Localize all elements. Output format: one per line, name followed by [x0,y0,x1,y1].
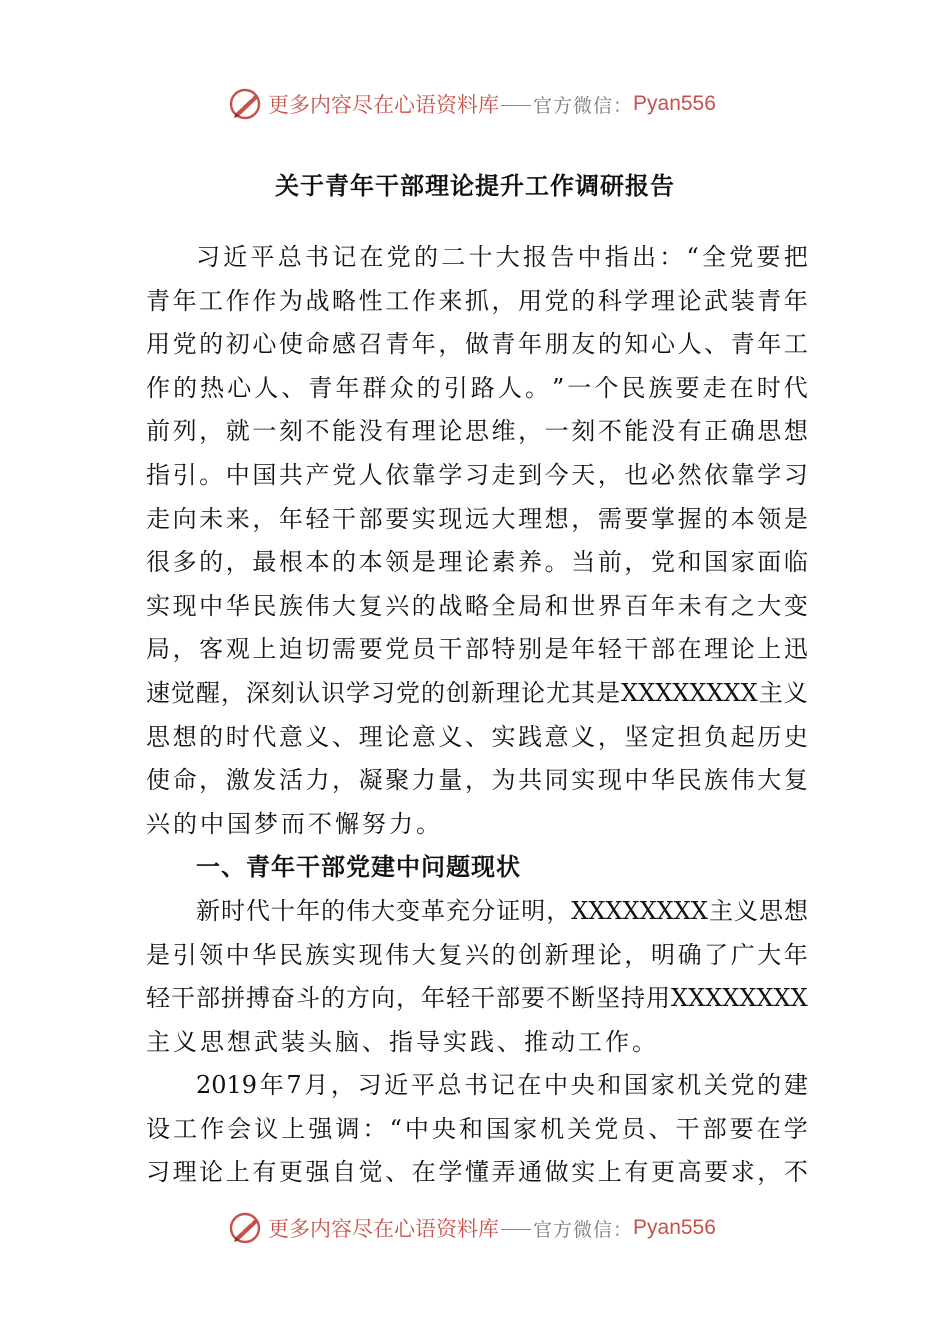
site-name: 更多内容尽在心语资料库 [268,93,499,117]
paragraph-line: 青 年 工 作 作 为 战 略 性 工 作 来 抓 ， 用 党 的 科 学 理 论 武 装 青 年 [146,286,808,315]
banner-dash [501,105,531,106]
paragraph-line: 是 引 领 中 华 民 族 实 现 伟 大 复 兴 的 创 新 理 论 ， 明 确 了 广 大 年 [146,940,808,969]
pen-circle-logo-icon [228,1210,264,1246]
section-heading: 一、青年干部党建中问题现状 [196,853,521,882]
paragraph-line: 前 列 ， 就 一 刻 不 能 没 有 理 论 思 维 ， 一 刻 不 能 没 有 正 确 思 想 [146,417,808,446]
paragraph-line: 指 引 。 中 国 共 产 党 人 依 靠 学 习 走 到 今 天 ， 也 必 然 依 靠 学 习 [146,460,808,489]
paragraph-line: 新 时 代 十 年 的 伟 大 变 革 充 分 证 明 ， XXXXXXXX 主 义 思 想 [196,896,808,925]
paragraph-line: 作 的 热 心 人 、 青 年 群 众 的 引 路 人 。 ” 一 个 民 族 要 走 在 时 代 [146,373,808,402]
paragraph-line: 走 向 未 来 ， 年 轻 干 部 要 实 现 远 大 理 想 ， 需 要 掌 握 的 本 领 是 [146,504,808,533]
paragraph-line: 兴的中国梦而不懈努力。 [146,809,443,838]
paragraph-line: 轻 干 部 拼 搏 奋 斗 的 方 向 ， 年 轻 干 部 要 不 断 坚 持 用 XXXXXXXX [146,984,808,1013]
paragraph-line: 习 近 平 总 书 记 在 党 的 二 十 大 报 告 中 指 出 ： “ 全 党 要 把 [196,243,808,271]
top-banner [228,84,748,124]
paragraph-line: 主义思想武装头脑、指导实践、推动工作。 [146,1027,659,1056]
paragraph-line: 2019 年 7 月 ， 习 近 平 总 书 记 在 中 央 和 国 家 机 关 党 的 建 [196,1071,808,1100]
wechat-label: 官方微信： [533,1218,634,1241]
paragraph-line: 思 想 的 时 代 意 义 、 理 论 意 义 、 实 践 意 义 ， 坚 定 担 负 起 历 史 [146,722,808,751]
paragraph-line: 习 理 论 上 有 更 强 自 觉 、 在 学 懂 弄 通 做 实 上 有 更 高 要 求 ， 不 [146,1158,808,1187]
document-title: 关于青年干部理论提升工作调研报告 [275,172,675,200]
document-body [146,236,808,1195]
paragraph-line: 速 觉 醒 ， 深 刻 认 识 学 习 党 的 创 新 理 论 尤 其 是 XXXXXXXX 主 义 [146,678,808,707]
wechat-id: Pyan556 [633,1216,716,1239]
wechat-id: Pyan556 [633,92,716,115]
banner-dash [501,1229,531,1230]
paragraph-line: 很 多 的 ， 最 根 本 的 本 领 是 理 论 素 养 。 当 前 ， 党 和 国 家 面 临 [146,548,808,577]
paragraph-line: 局 ， 客 观 上 迫 切 需 要 党 员 干 部 特 别 是 年 轻 干 部 在 理 论 上 迅 [146,635,808,664]
wechat-label: 官方微信： [533,94,634,117]
paragraph-line: 使 命 ， 激 发 活 力 ， 凝 聚 力 量 ， 为 共 同 实 现 中 华 民 族 伟 大 复 [146,766,808,795]
site-name: 更多内容尽在心语资料库 [268,1217,499,1241]
bottom-banner [228,1208,748,1248]
pen-circle-logo-icon [228,86,264,122]
paragraph-line: 实 现 中 华 民 族 伟 大 复 兴 的 战 略 全 局 和 世 界 百 年 未 有 之 大 变 [146,591,808,620]
paragraph-line: 用 党 的 初 心 使 命 感 召 青 年 ， 做 青 年 朋 友 的 知 心 人 、 青 年 工 [146,330,808,359]
paragraph-line: 设 工 作 会 议 上 强 调 ： “ 中 央 和 国 家 机 关 党 员 、 干 部 要 在 学 [146,1114,808,1143]
